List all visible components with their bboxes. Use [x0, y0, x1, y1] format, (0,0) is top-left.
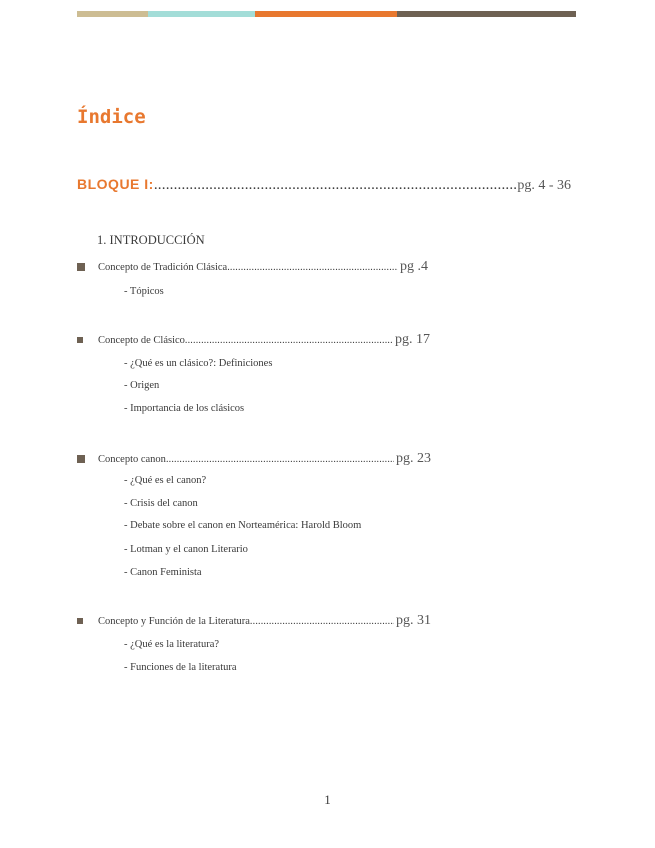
toc-subitem: - Lotman y el canon Literario	[124, 544, 248, 555]
toc-entry-title: Concepto canon	[98, 454, 166, 465]
toc-subitem: - Canon Feminista	[124, 567, 202, 578]
toc-subitem: - ¿Qué es la literatura?	[124, 639, 220, 650]
toc-subitem: - Crisis del canon	[124, 498, 198, 509]
toc-entry-title: Concepto de Tradición Clásica	[98, 262, 228, 273]
toc-entry[interactable]	[77, 259, 428, 275]
toc-entry[interactable]	[77, 451, 431, 467]
dot-leader	[227, 262, 398, 273]
square-bullet-icon	[77, 263, 85, 271]
dot-leader	[185, 335, 393, 346]
toc-entry-page: pg. 31	[396, 613, 431, 628]
intro-heading: 1. INTRODUCCIÓN	[97, 233, 205, 247]
header-color-bar	[77, 11, 576, 17]
toc-entry-page: pg .4	[400, 259, 428, 274]
toc-entry-page: pg. 23	[396, 451, 431, 466]
color-bar-segment	[255, 11, 397, 17]
bloque-entry[interactable]	[77, 176, 571, 194]
toc-entry-page: pg. 17	[395, 332, 430, 347]
toc-subitem: - Debate sobre el canon en Norteamérica: Harold Bloom	[124, 520, 362, 531]
color-bar-segment	[148, 11, 255, 17]
square-bullet-icon	[77, 618, 83, 624]
toc-entry-title: Concepto de Clásico	[98, 335, 185, 346]
toc-subitem: - ¿Qué es el canon?	[124, 475, 207, 486]
toc-subitem: - Funciones de la literatura	[124, 662, 237, 673]
toc-entry[interactable]	[77, 613, 431, 629]
page-number: 1	[324, 792, 331, 807]
bloque-page: pg. 4 - 36	[517, 178, 571, 193]
toc-subitem: - Tópicos	[124, 286, 164, 297]
dot-leader	[154, 177, 517, 194]
dot-leader	[250, 616, 394, 627]
square-bullet-icon	[77, 337, 83, 343]
toc-entry-title: Concepto y Función de la Literatura	[98, 616, 250, 627]
color-bar-segment	[397, 11, 576, 17]
toc-subitem: - Origen	[124, 380, 160, 391]
square-bullet-icon	[77, 455, 85, 463]
page-title: Índice	[77, 106, 146, 128]
color-bar-segment	[77, 11, 148, 17]
bloque-label: BLOQUE I:	[77, 176, 154, 192]
toc-entry[interactable]	[77, 332, 430, 348]
toc-subitem: - ¿Qué es un clásico?: Definiciones	[124, 358, 273, 369]
dot-leader	[166, 454, 394, 465]
toc-subitem: - Importancia de los clásicos	[124, 403, 245, 414]
